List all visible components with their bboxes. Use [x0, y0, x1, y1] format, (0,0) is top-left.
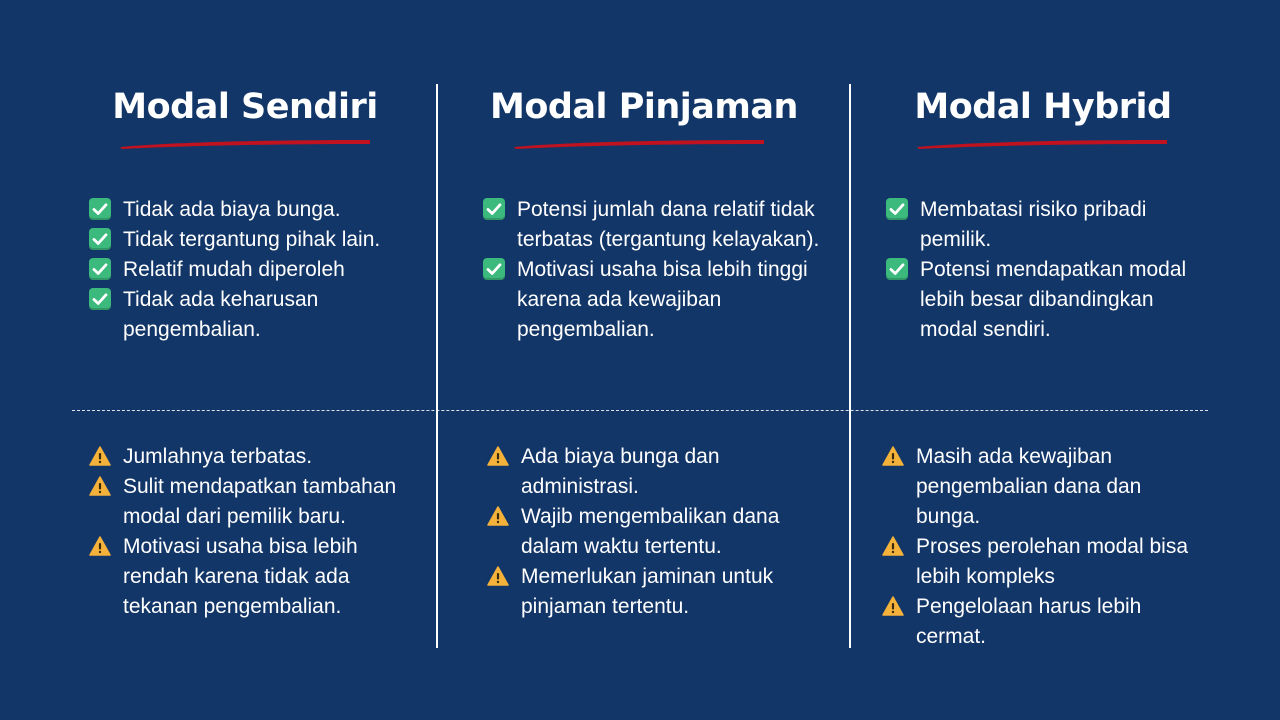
pros-list-modal-sendiri	[89, 195, 414, 345]
warning-icon	[89, 535, 111, 557]
warning-icon	[89, 445, 111, 467]
cons-item	[882, 532, 1202, 592]
pros-item	[89, 285, 414, 345]
cons-item-text: Wajib mengembalikan dana dalam waktu tertentu.	[521, 505, 780, 558]
cons-item-text: Sulit mendapatkan tambahan modal dari pemilik baru.	[123, 475, 397, 528]
check-mark-icon	[89, 198, 111, 220]
pros-item-text: Tidak tergantung pihak lain.	[123, 228, 381, 251]
check-mark-icon	[89, 228, 111, 250]
check-mark-icon	[89, 258, 111, 280]
warning-icon	[882, 535, 904, 557]
pros-item	[886, 255, 1206, 345]
warning-icon	[487, 445, 509, 467]
title-underline-1	[118, 137, 372, 149]
pros-item-text: Membatasi risiko pribadi pemilik.	[920, 198, 1147, 251]
column-divider-1	[436, 84, 438, 648]
cons-list-modal-hybrid	[882, 442, 1202, 652]
pros-item	[483, 195, 823, 255]
cons-item-text: Jumlahnya terbatas.	[123, 445, 313, 468]
pros-item	[89, 195, 414, 225]
warning-icon	[882, 445, 904, 467]
column-title-modal-pinjaman: Modal Pinjaman	[490, 87, 798, 127]
pros-item-text: Relatif mudah diperoleh	[123, 258, 345, 281]
cons-list-modal-pinjaman	[487, 442, 827, 622]
pros-item	[89, 255, 414, 285]
cons-item-text: Motivasi usaha bisa lebih rendah karena tidak ada tekanan pengembalian.	[123, 535, 358, 618]
pros-item-text: Motivasi usaha bisa lebih tinggi karena ada kewajiban pengembalian.	[517, 258, 808, 341]
column-title-modal-sendiri: Modal Sendiri	[112, 87, 378, 127]
cons-item-text: Proses perolehan modal bisa lebih kompleks	[916, 535, 1188, 588]
cons-item-text: Pengelolaan harus lebih cermat.	[916, 595, 1142, 648]
pros-item-text: Potensi jumlah dana relatif tidak terbatas (tergantung kelayakan).	[517, 198, 820, 251]
pros-item-text: Tidak ada biaya bunga.	[123, 198, 341, 221]
cons-item	[487, 442, 827, 502]
cons-item	[882, 592, 1202, 652]
cons-item	[89, 472, 424, 532]
cons-item	[487, 562, 827, 622]
pros-list-modal-pinjaman	[483, 195, 823, 345]
check-mark-icon	[886, 198, 908, 220]
section-divider	[72, 410, 1208, 411]
pros-item	[886, 195, 1206, 255]
title-underline-3	[915, 137, 1169, 149]
warning-icon	[89, 475, 111, 497]
column-divider-2	[849, 84, 851, 648]
cons-list-modal-sendiri	[89, 442, 424, 622]
cons-item-text: Memerlukan jaminan untuk pinjaman tertentu.	[521, 565, 774, 618]
pros-item	[483, 255, 823, 345]
warning-icon	[487, 505, 509, 527]
pros-item-text: Potensi mendapatkan modal lebih besar dibandingkan modal sendiri.	[920, 258, 1187, 341]
cons-item	[882, 442, 1202, 532]
cons-item	[487, 502, 827, 562]
warning-icon	[487, 565, 509, 587]
pros-list-modal-hybrid	[886, 195, 1206, 345]
cons-item-text: Ada biaya bunga dan administrasi.	[521, 445, 720, 498]
check-mark-icon	[483, 198, 505, 220]
column-title-modal-hybrid: Modal Hybrid	[914, 87, 1172, 127]
check-mark-icon	[483, 258, 505, 280]
check-mark-icon	[886, 258, 908, 280]
title-underline-2	[512, 137, 766, 149]
cons-item-text: Masih ada kewajiban pengembalian dana dan bunga.	[916, 445, 1142, 528]
pros-item	[89, 225, 414, 255]
cons-item	[89, 532, 424, 622]
cons-item	[89, 442, 424, 472]
warning-icon	[882, 595, 904, 617]
check-mark-icon	[89, 288, 111, 310]
pros-item-text: Tidak ada keharusan pengembalian.	[123, 288, 319, 341]
